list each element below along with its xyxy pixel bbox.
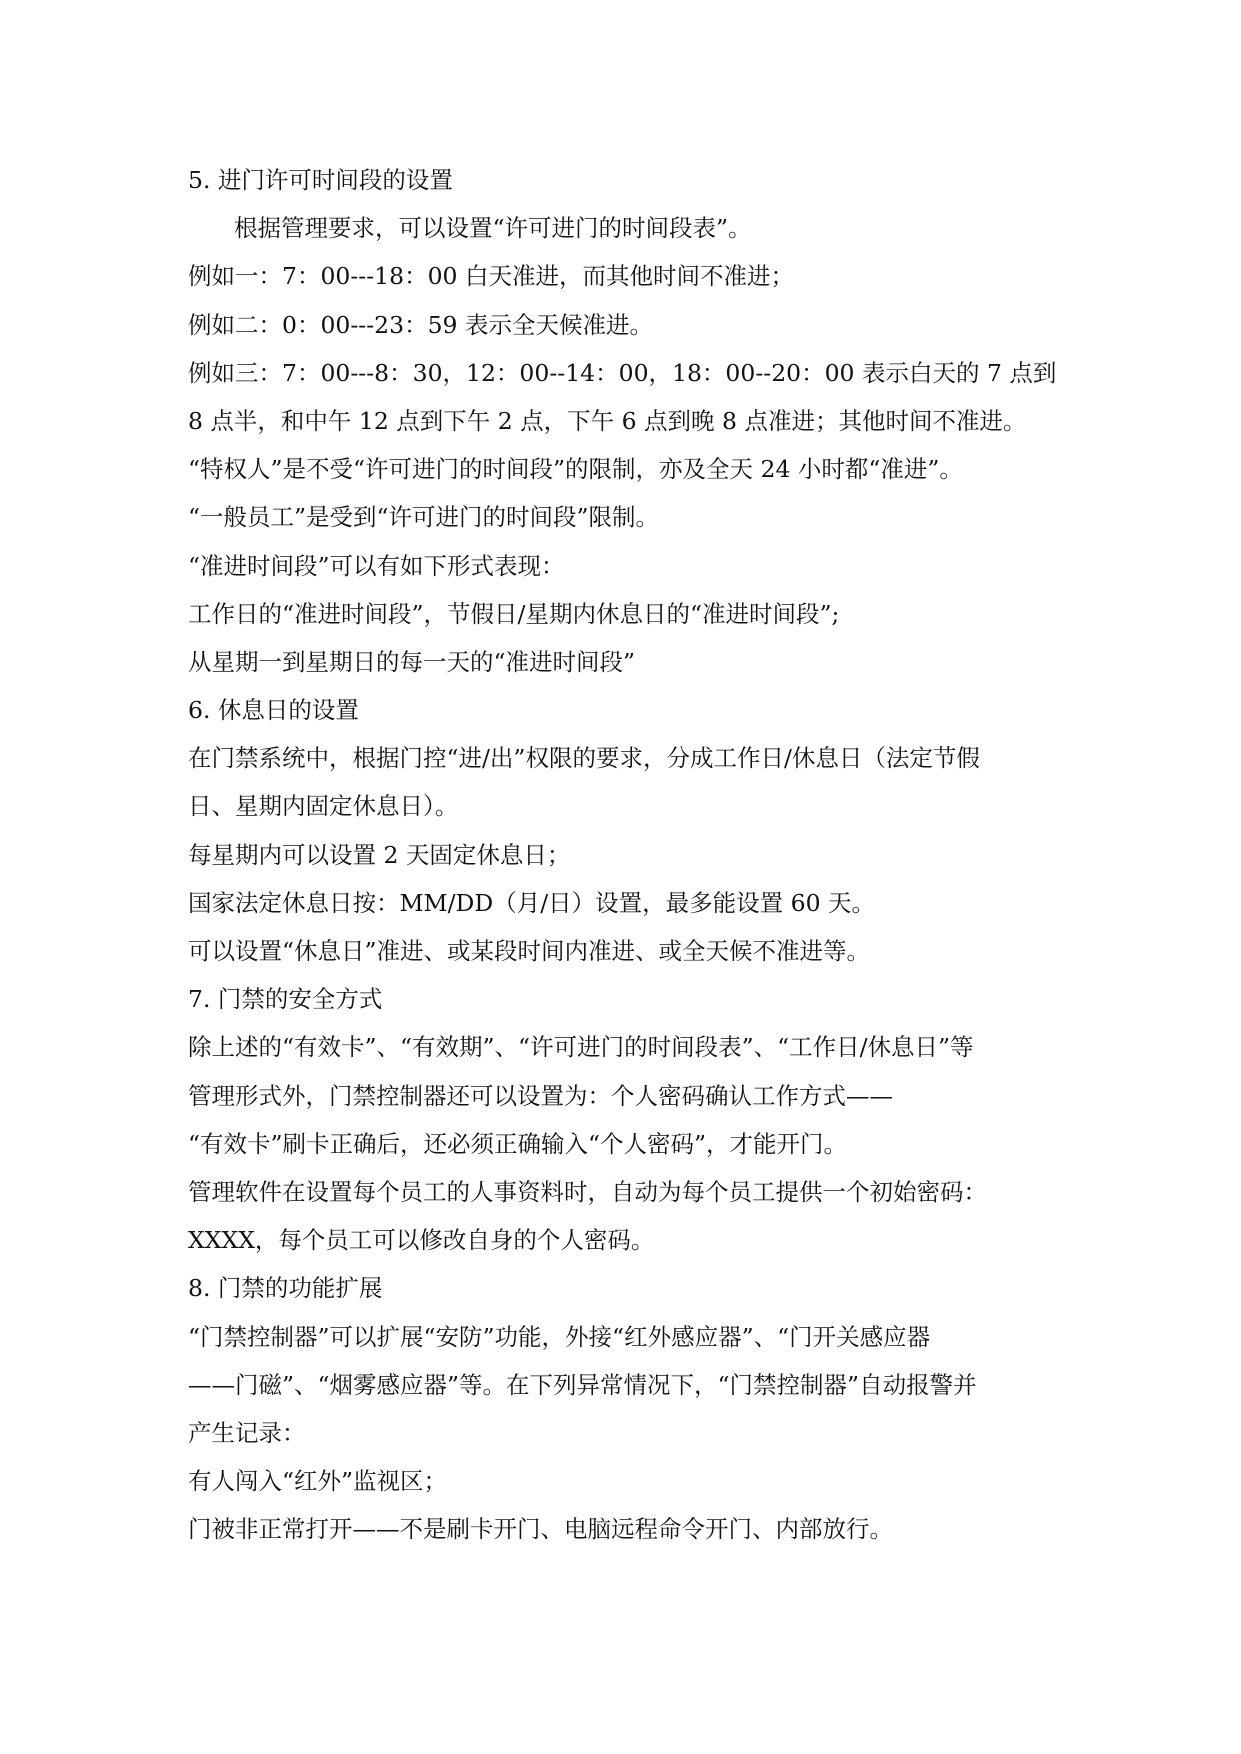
- section-heading-8: 8. 门禁的功能扩展: [188, 1274, 383, 1303]
- paragraph-line: 除上述的“有效卡”、“有效期”、“许可进门的时间段表”、“工作日/休息日”等: [188, 1033, 974, 1062]
- paragraph-line: 工作日的“准进时间段”，节假日/星期内休息日的“准进时间段”;: [188, 599, 840, 628]
- paragraph-line: 例如三：7：00---8：30，12：00--14：00，18：00--20：00 表示白天的 7 点到: [188, 358, 1057, 387]
- paragraph-line: 门被非正常打开——不是刷卡开门、电脑远程命令开门、内部放行。: [188, 1515, 893, 1544]
- paragraph-line: 产生记录：: [188, 1418, 306, 1447]
- section-heading-6: 6. 休息日的设置: [188, 696, 359, 725]
- paragraph-line: 可以设置“休息日”准进、或某段时间内准进、或全天候不准进等。: [188, 937, 871, 965]
- paragraph-line: 例如一：7：00---18：00 白天准进，而其他时间不准进；: [188, 262, 794, 291]
- paragraph-line: 国家法定休息日按：MM/DD（月/日）设置，最多能设置 60 天。: [188, 888, 875, 917]
- paragraph-line: “准进时间段”可以有如下形式表现：: [188, 551, 565, 580]
- paragraph-line: “有效卡”刷卡正确后，还必须正确输入“个人密码”，才能开门。: [188, 1129, 848, 1158]
- section-heading-5: 5. 进门许可时间段的设置: [188, 166, 453, 194]
- paragraph-line: “门禁控制器”可以扩展“安防”功能，外接“红外感应器”、“门开关感应器: [188, 1322, 931, 1351]
- paragraph-line: 从星期一到星期日的每一天的“准进时间段”: [188, 647, 636, 676]
- paragraph-line: “一般员工”是受到“许可进门的时间段”限制。: [188, 503, 660, 532]
- paragraph-line: ——门磁”、“烟雾感应器”等。在下列异常情况下，“门禁控制器”自动报警并: [188, 1370, 977, 1399]
- paragraph-line: 日、星期内固定休息日）。: [188, 792, 459, 821]
- paragraph-line: 根据管理要求，可以设置“许可进门的时间段表”。: [234, 214, 752, 243]
- paragraph-line: 有人闯入“红外”监视区；: [188, 1467, 448, 1496]
- paragraph-line: XXXX，每个员工可以修改自身的个人密码。: [188, 1226, 655, 1255]
- paragraph-line: 管理形式外，门禁控制器还可以设置为：个人密码确认工作方式——: [188, 1081, 893, 1110]
- paragraph-line: 在门禁系统中，根据门控“进/出”权限的要求，分成工作日/休息日（法定节假: [188, 744, 980, 773]
- section-heading-7: 7. 门禁的安全方式: [188, 985, 383, 1014]
- paragraph-line: “特权人”是不受“许可进门的时间段”的限制，亦及全天 24 小时都“准进”。: [188, 455, 963, 484]
- paragraph-line: 例如二：0：00---23：59 表示全天候准进。: [188, 310, 653, 339]
- paragraph-line: 管理软件在设置每个员工的人事资料时，自动为每个员工提供一个初始密码：: [188, 1177, 987, 1206]
- paragraph-line: 8 点半，和中午 12 点到下午 2 点，下午 6 点到晚 8 点准进；其他时间不准进。: [188, 406, 1027, 435]
- paragraph-line: 每星期内可以设置 2 天固定休息日；: [188, 840, 571, 869]
- document-body: [188, 156, 1058, 1553]
